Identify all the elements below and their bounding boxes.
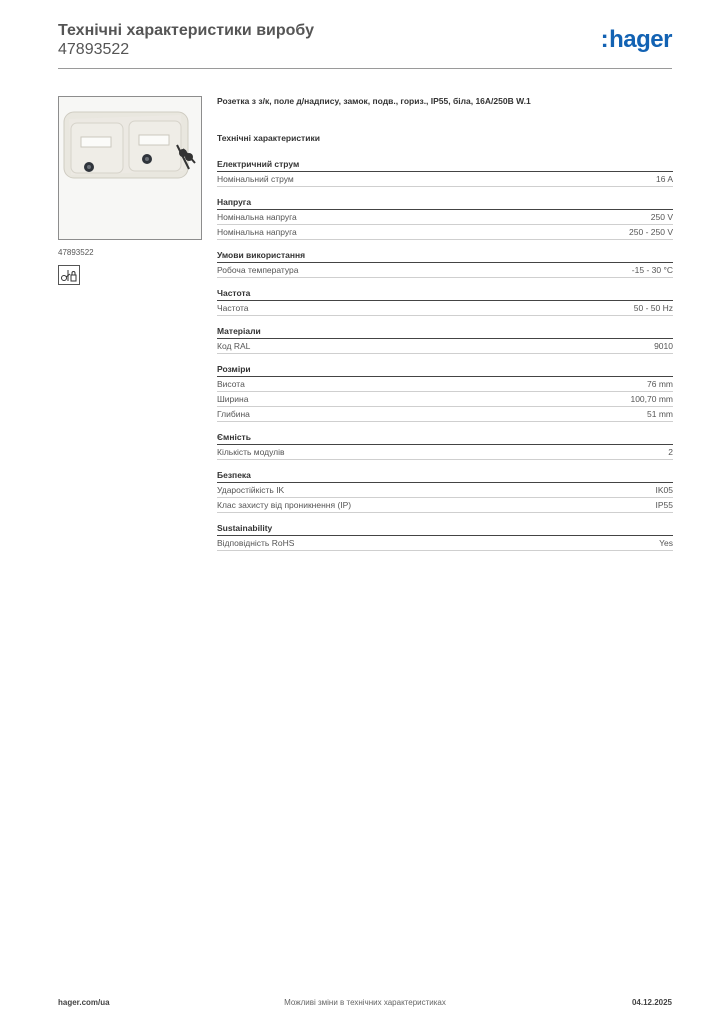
- spec-group: [217, 468, 673, 513]
- spec-row: [217, 225, 673, 240]
- spec-group: [217, 286, 673, 316]
- spec-value: 51 mm: [647, 409, 673, 419]
- spec-group-title: Електричний струм: [217, 157, 673, 172]
- spec-value: 50 - 50 Hz: [633, 303, 673, 313]
- spec-label: Робоча температура: [217, 265, 299, 275]
- spec-value: -15 - 30 °C: [631, 265, 673, 275]
- spec-value: 9010: [654, 341, 673, 351]
- spec-label: Код RAL: [217, 341, 251, 351]
- spec-row: [217, 483, 673, 498]
- spec-value: IK05: [655, 485, 673, 495]
- spec-group: [217, 324, 673, 354]
- spec-value: 16 A: [655, 174, 673, 184]
- spec-label: Глибина: [217, 409, 250, 419]
- product-description: Розетка з з/к, поле д/надпису, замок, подв., гориз., IP55, біла, 16А/250В W.1: [217, 96, 531, 106]
- spec-value: Yes: [659, 538, 673, 548]
- spec-value: 2: [668, 447, 673, 457]
- spec-group: [217, 157, 673, 187]
- spec-row: [217, 172, 673, 187]
- spec-group: [217, 430, 673, 460]
- spec-label: Номінальна напруга: [217, 227, 297, 237]
- spec-row: [217, 210, 673, 225]
- spec-value: IP55: [655, 500, 673, 510]
- spec-group: [217, 362, 673, 422]
- hager-logo: :hager: [600, 26, 672, 53]
- specifications-column: [217, 96, 673, 559]
- key-lock-icon: [58, 265, 80, 285]
- spec-label: Клас захисту від проникнення (IP): [217, 500, 352, 510]
- spec-group: [217, 195, 673, 240]
- spec-group-title: Sustainability: [217, 521, 673, 536]
- header-divider: [58, 68, 672, 69]
- spec-value: 100,70 mm: [630, 394, 673, 404]
- spec-row: [217, 392, 673, 407]
- spec-row: [217, 263, 673, 278]
- section-heading: Технічні характеристики: [217, 133, 320, 143]
- product-code-label: 47893522: [58, 248, 94, 257]
- spec-value: 76 mm: [647, 379, 673, 389]
- spec-row: [217, 339, 673, 354]
- spec-row: [217, 498, 673, 513]
- product-image: [58, 96, 202, 240]
- spec-label: Частота: [217, 303, 249, 313]
- spec-row: [217, 445, 673, 460]
- footer-date: 04.12.2025: [631, 998, 672, 1007]
- footer-note: Можливі зміни в технічних характеристиках: [284, 998, 446, 1007]
- spec-label: Кількість модулів: [217, 447, 285, 457]
- spec-group-title: Напруга: [217, 195, 673, 210]
- footer-website: hager.com/ua: [58, 998, 110, 1007]
- spec-group-title: Матеріали: [217, 324, 673, 339]
- document-title: Технічні характеристики виробу: [58, 22, 314, 39]
- spec-group-title: Частота: [217, 286, 673, 301]
- spec-label: Ударостійкість IK: [217, 485, 285, 495]
- logo-mark-icon: :: [600, 26, 609, 53]
- spec-label: Номінальна напруга: [217, 212, 297, 222]
- spec-group-title: Ємність: [217, 430, 673, 445]
- spec-row: [217, 536, 673, 551]
- page-header: [58, 20, 672, 68]
- spec-group: [217, 521, 673, 551]
- spec-row: [217, 407, 673, 422]
- spec-value: 250 - 250 V: [629, 227, 673, 237]
- spec-label: Ширина: [217, 394, 249, 404]
- spec-label: Висота: [217, 379, 245, 389]
- spec-label: Номінальний струм: [217, 174, 294, 184]
- document-code: 47893522: [58, 41, 130, 58]
- spec-row: [217, 377, 673, 392]
- left-column: [58, 96, 202, 285]
- socket-illustration: [59, 97, 201, 239]
- spec-group-title: Умови використання: [217, 248, 673, 263]
- spec-group: [217, 248, 673, 278]
- spec-group-title: Розміри: [217, 362, 673, 377]
- spec-group-title: Безпека: [217, 468, 673, 483]
- spec-row: [217, 301, 673, 316]
- spec-value: 250 V: [650, 212, 673, 222]
- spec-label: Відповідність RoHS: [217, 538, 295, 548]
- spec-groups: [217, 157, 673, 551]
